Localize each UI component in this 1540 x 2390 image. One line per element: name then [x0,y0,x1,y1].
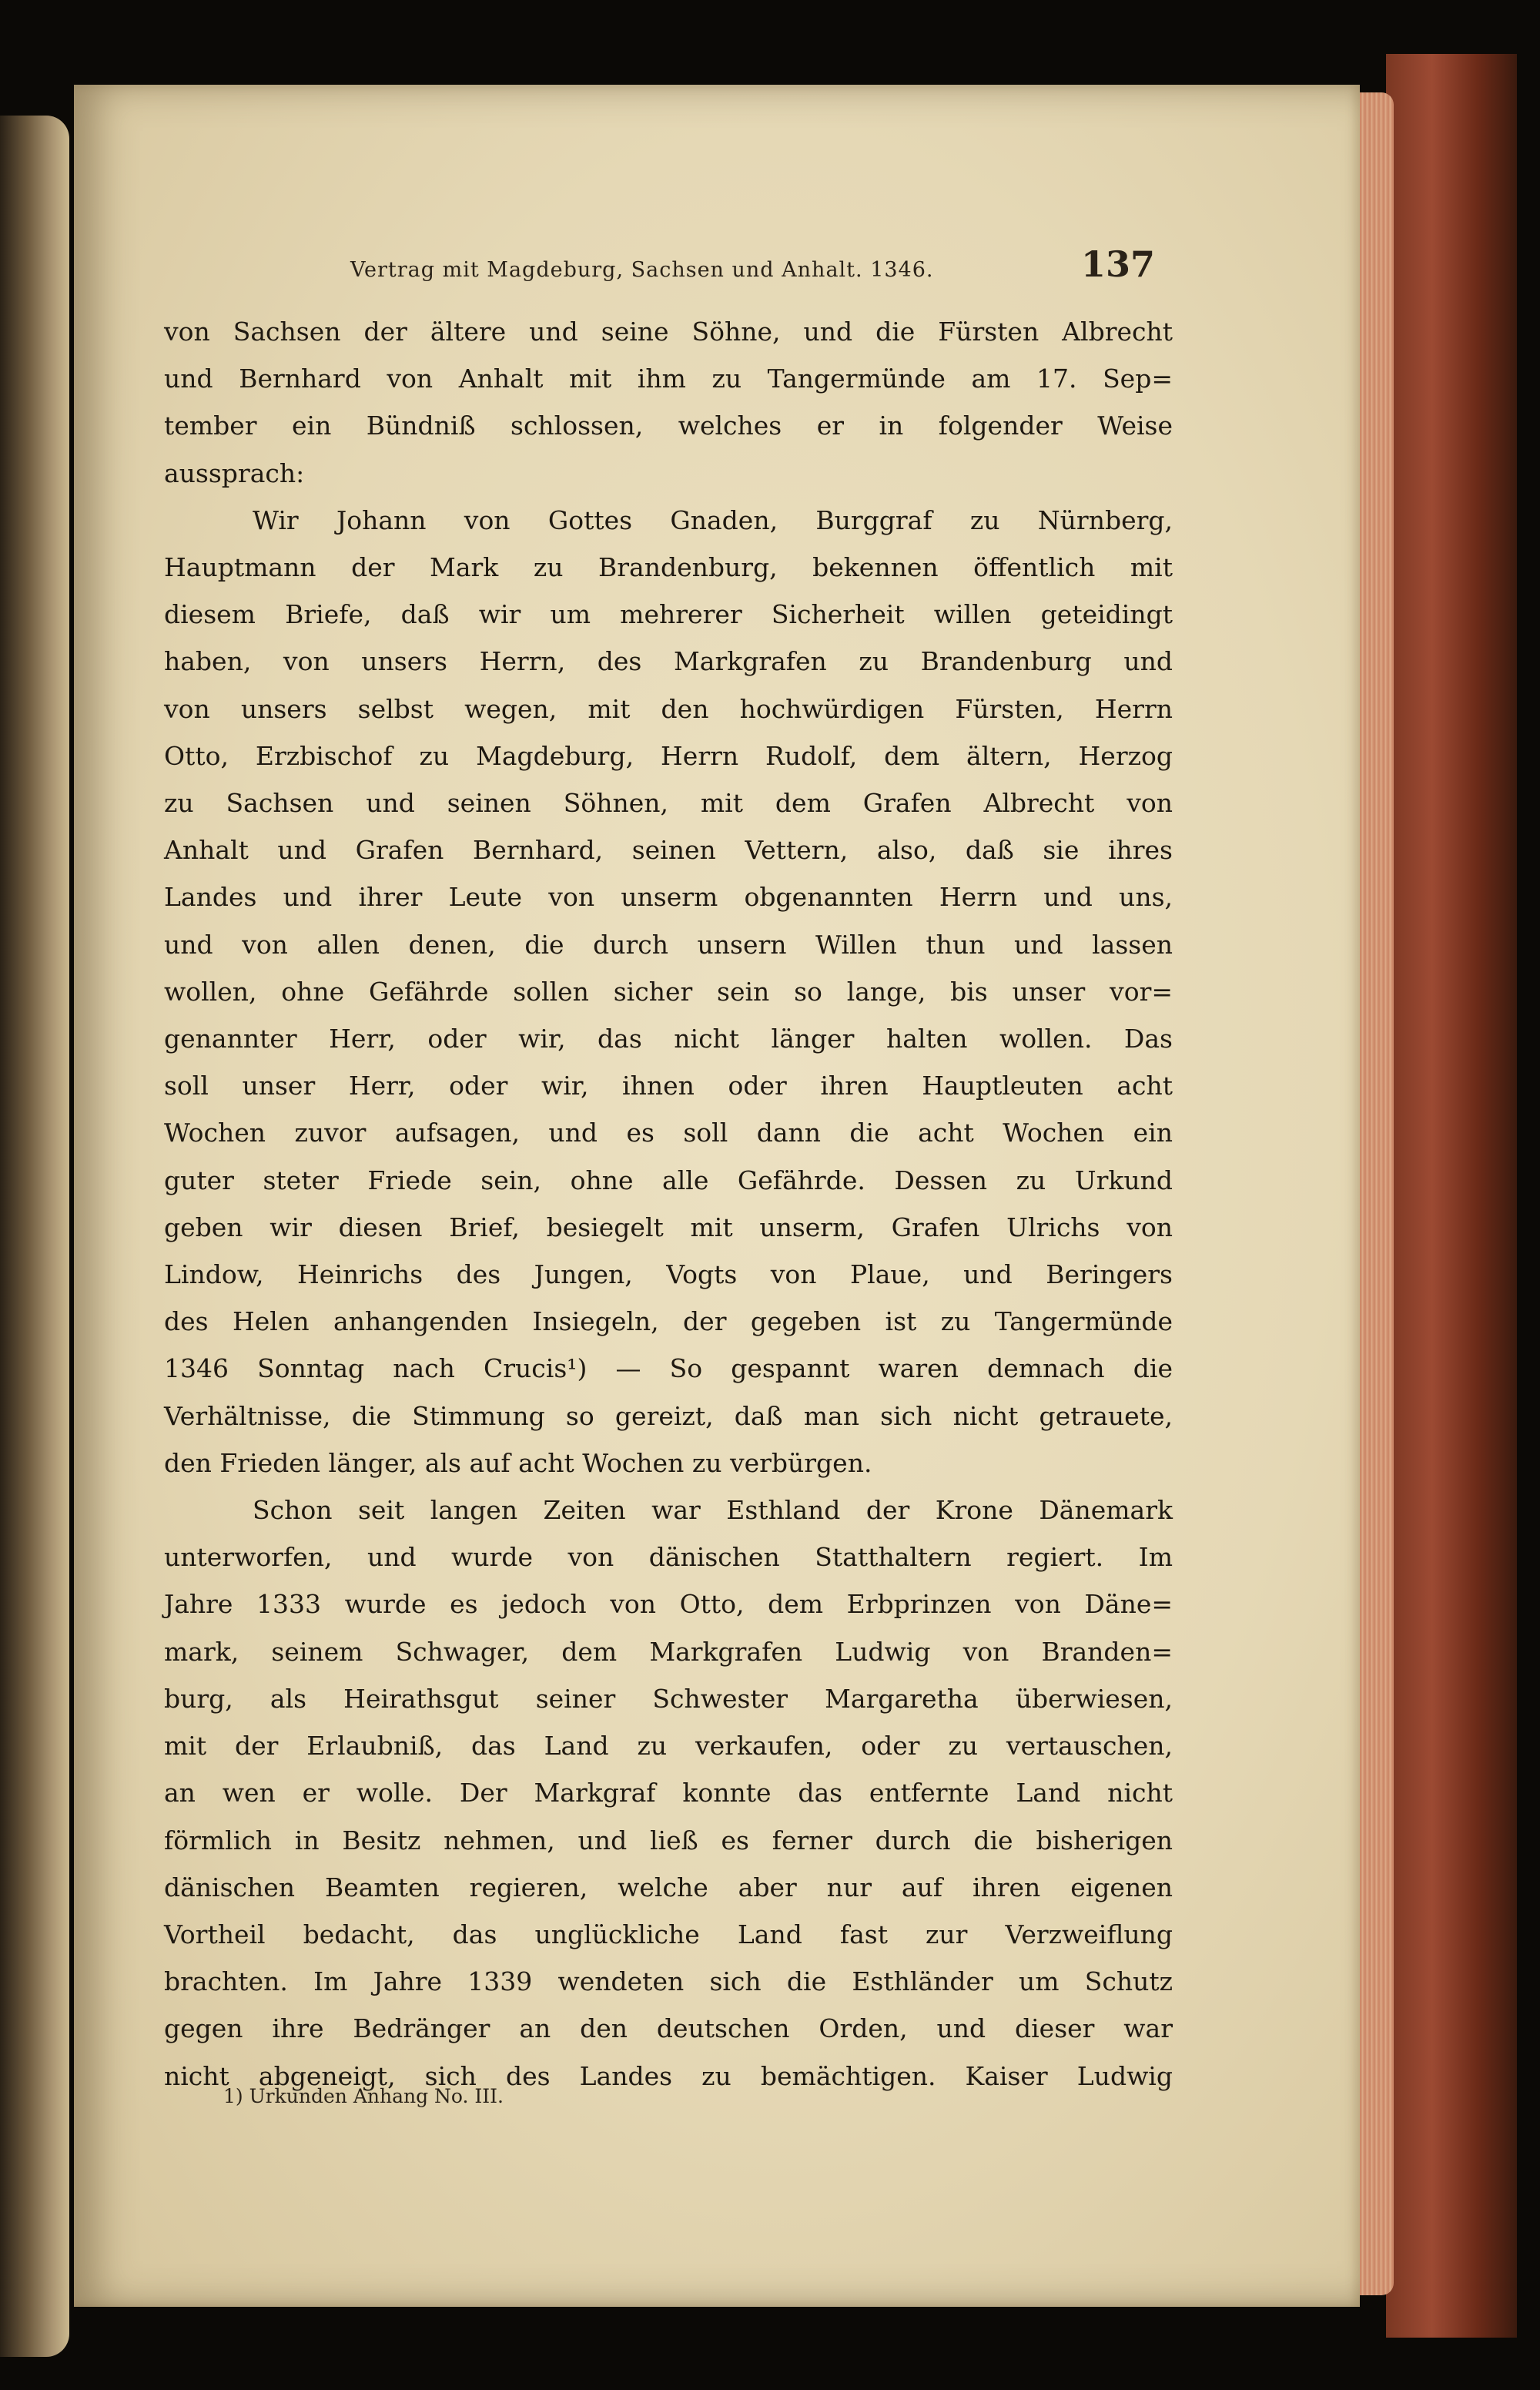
text-line: Wir Johann von Gottes Gnaden, Burggraf zu Nürnberg, [253,504,1173,535]
running-title: Vertrag mit Magdeburg, Sachsen und Anhalt. 1346. [350,258,934,282]
text-line: soll unser Herr, oder wir, ihnen oder ihren Hauptleuten acht [164,1071,1173,1101]
body-text [164,308,1173,2100]
text-line: burg, als Heirathsgut seiner Schwester Margaretha überwiesen, [164,1683,1173,1714]
text-line: genannter Herr, oder wir, das nicht länger halten wollen. Das [164,1024,1173,1054]
text-line: Verhältnisse, die Stimmung so gereizt, daß man sich nicht getrauete, [164,1400,1173,1431]
text-line: haben, von unsers Herrn, des Markgrafen zu Brandenburg und [164,646,1173,677]
text-line: an wen er wolle. Der Markgraf konnte das entfernte Land nicht [164,1778,1173,1808]
text-line: brachten. Im Jahre 1339 wendeten sich die Esthländer um Schutz [164,1966,1173,1997]
text-line: nicht abgeneigt, sich des Landes zu bemächtigen. Kaiser Ludwig [164,2060,1173,2091]
text-line: Wochen zuvor aufsagen, und es soll dann die acht Wochen ein [164,1118,1173,1148]
text-line: Landes und ihrer Leute von unserm obgenannten Herrn und uns, [164,882,1173,913]
text-line: Anhalt und Grafen Bernhard, seinen Vettern, also, daß sie ihres [164,835,1173,866]
text-line: wollen, ohne Gefährde sollen sicher sein so lange, bis unser vor= [164,976,1173,1007]
text-line: tember ein Bündniß schlossen, welches er in folgender Weise [164,411,1173,441]
page-header [350,243,1155,285]
text-line: mit der Erlaubniß, das Land zu verkaufen, oder zu vertauschen, [164,1731,1173,1761]
text-line: förmlich in Besitz nehmen, und ließ es ferner durch die bisherigen [164,1825,1173,1855]
text-line: Hauptmann der Mark zu Brandenburg, bekennen öffentlich mit [164,552,1173,583]
text-line: Otto, Erzbischof zu Magdeburg, Herrn Rudolf, dem ältern, Herzog [164,740,1173,771]
text-line: mark, seinem Schwager, dem Markgrafen Ludwig von Branden= [164,1636,1173,1667]
text-line: und Bernhard von Anhalt mit ihm zu Tangermünde am 17. Sep= [164,364,1173,394]
previous-page-edge [0,116,69,2357]
book-cover-edge [1386,54,1517,2338]
text-line: 1346 Sonntag nach Crucis¹) — So gespannt waren demnach die [164,1353,1173,1384]
page-number: 137 [1080,243,1155,285]
text-line: Vortheil bedacht, das unglückliche Land fast zur Verzweiflung [164,1919,1173,1949]
text-line: aussprach: [164,458,305,488]
text-line: Schon seit langen Zeiten war Esthland der Krone Dänemark [253,1495,1173,1526]
text-line: zu Sachsen und seinen Söhnen, mit dem Grafen Albrecht von [164,788,1173,819]
text-line: diesem Briefe, daß wir um mehrerer Sicherheit willen geteidingt [164,599,1173,630]
text-line: unterworfen, und wurde von dänischen Statthaltern regiert. Im [164,1542,1173,1573]
text-line: und von allen denen, die durch unsern Willen thun und lassen [164,929,1173,960]
text-line: gegen ihre Bedränger an den deutschen Orden, und dieser war [164,2013,1173,2044]
text-line: Jahre 1333 wurde es jedoch von Otto, dem Erbprinzen von Däne= [164,1589,1173,1620]
text-line: von Sachsen der ältere und seine Söhne, und die Fürsten Albrecht [164,317,1173,347]
text-line: dänischen Beamten regieren, welche aber nur auf ihren eigenen [164,1872,1173,1902]
text-line: des Helen anhangenden Insiegeln, der gegeben ist zu Tangermünde [164,1306,1173,1337]
text-line: guter steter Friede sein, ohne alle Gefährde. Dessen zu Urkund [164,1165,1173,1195]
text-line: Lindow, Heinrichs des Jungen, Vogts von Plaue, und Beringers [164,1259,1173,1290]
footnote: 1) Urkunden Anhang No. III. [223,2085,504,2107]
text-line: von unsers selbst wegen, mit den hochwürdigen Fürsten, Herrn [164,693,1173,724]
text-line: geben wir diesen Brief, besiegelt mit unserm, Grafen Ulrichs von [164,1212,1173,1242]
text-line: den Frieden länger, als auf acht Wochen zu verbürgen. [164,1447,872,1478]
